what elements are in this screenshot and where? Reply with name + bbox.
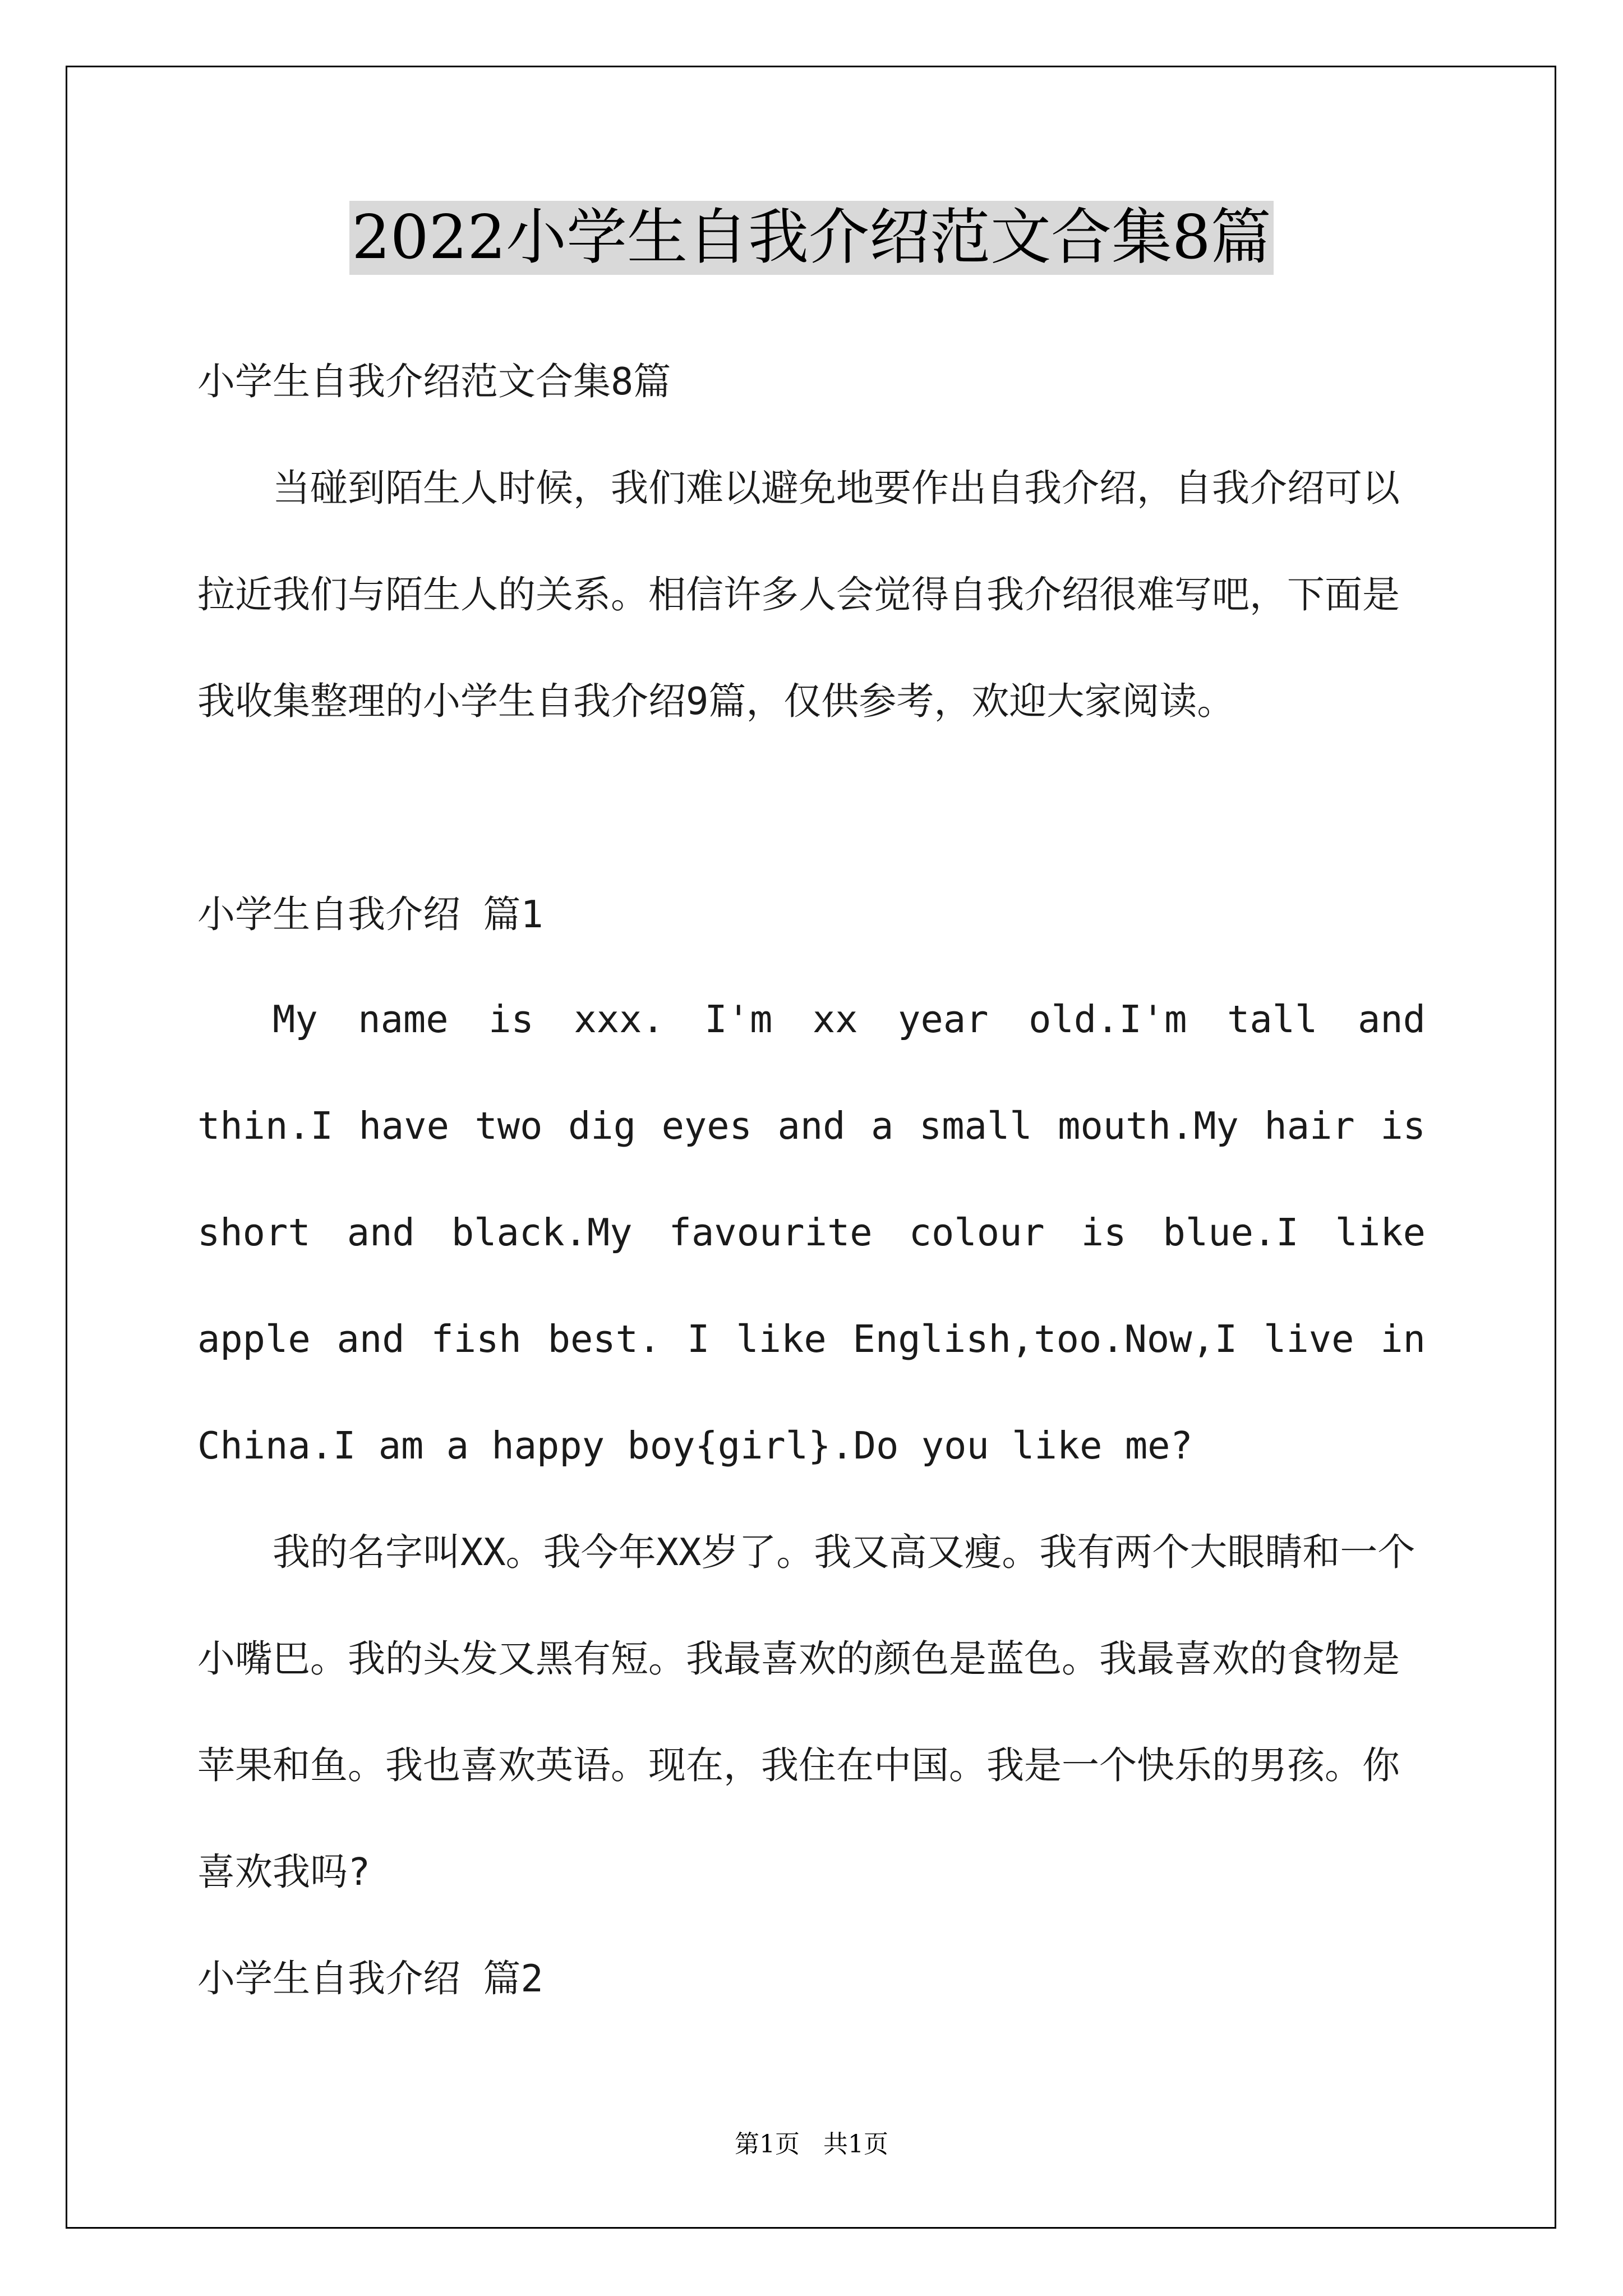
document-subtitle: 小学生自我介绍范文合集8篇 xyxy=(197,360,671,403)
page-footer: 第1页 共1页 xyxy=(735,2130,888,2159)
section-1-heading: 小学生自我介绍 篇1 xyxy=(197,892,543,936)
document-title: 2022小学生自我介绍范文合集8篇 xyxy=(349,201,1274,275)
intro-paragraph: 当碰到陌生人时候，我们难以避免地要作出自我介绍，自我介绍可以拉近我们与陌生人的关系。相信许多人会觉得自我介绍很难写吧，下面是我收集整理的小学生自我介绍9篇，仅供参考，欢迎大家阅读。 xyxy=(197,466,1400,723)
title-container xyxy=(0,201,1623,275)
section-2-heading: 小学生自我介绍 篇2 xyxy=(197,1957,543,2000)
section-1-chinese-paragraph: 我的名字叫XX。我今年XX岁了。我又高又瘦。我有两个大眼睛和一个小嘴巴。我的头发又黑有短。我最喜欢的颜色是蓝色。我最喜欢的食物是苹果和鱼。我也喜欢英语。现在，我住在中国。我是一个快乐的男孩。你喜欢我吗? xyxy=(197,1530,1415,1894)
section-1-english-paragraph: My name is xxx. I'm xx year old.I'm tall and thin.I have two dig eyes and a small mouth.My hair is short and black.My favourite colour is blue.I like apple and fish best. I like English,too.Now,I live in China.I am a happy boy{girl}.Do you like me? xyxy=(197,997,1426,1467)
